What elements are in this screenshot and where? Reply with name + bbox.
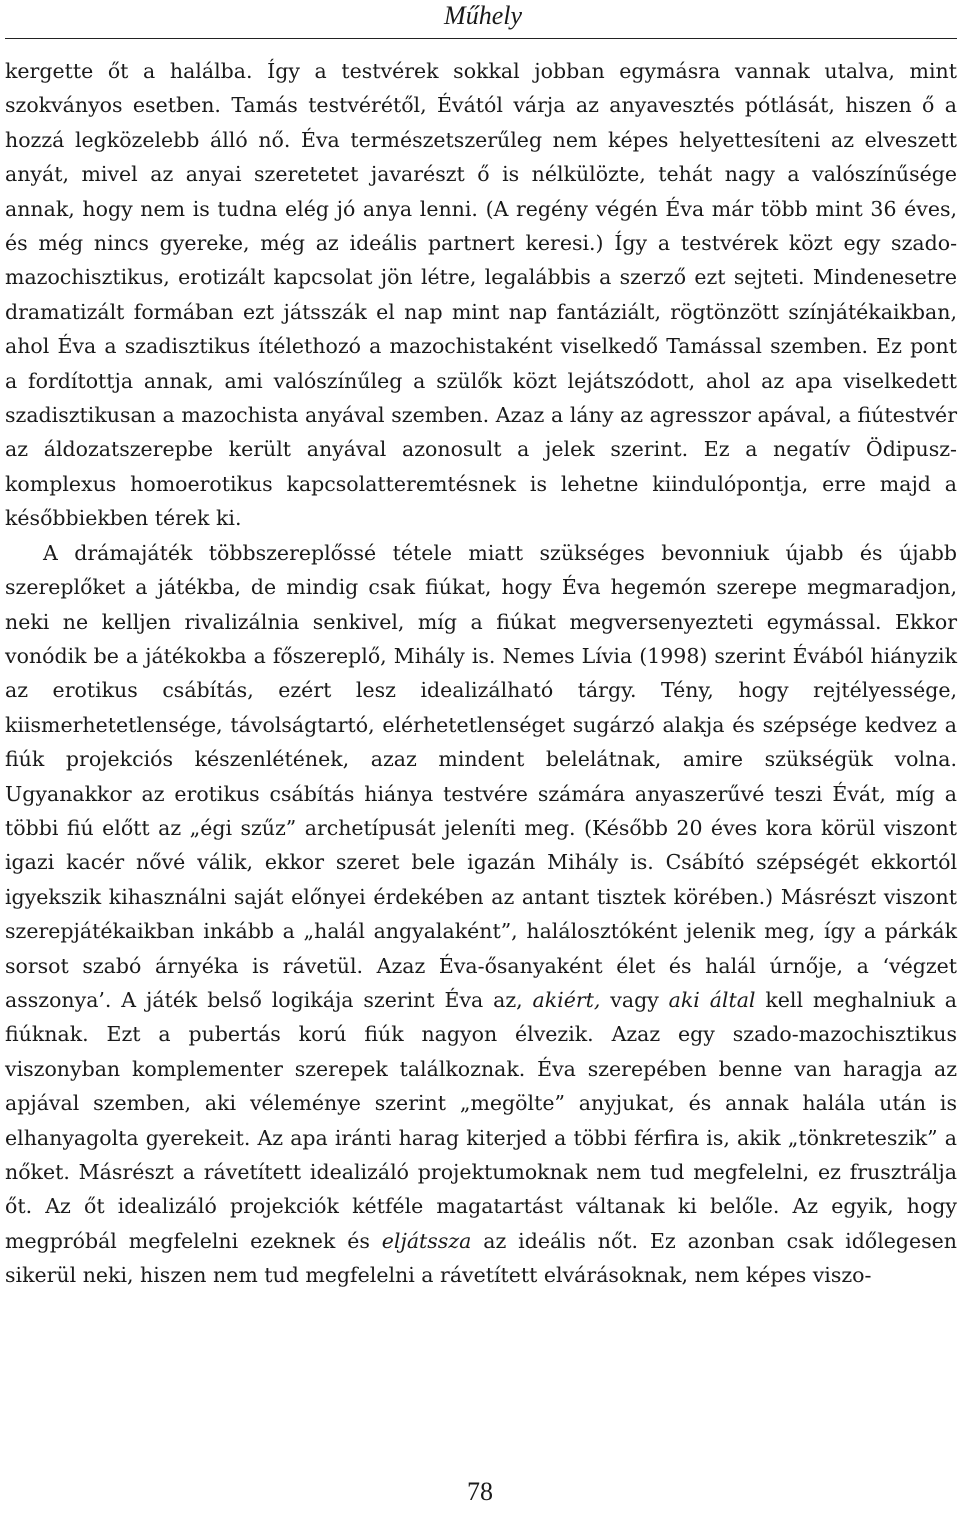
text-run: az ideális nőt. Ez azonban csak időlegesen sikerül neki, hiszen nem tud megfelelni a rávetített elvárásoknak, nem képes viszo-: [5, 1228, 957, 1288]
paragraph-2: [5, 536, 957, 1293]
emphasized-text: aki által: [668, 987, 756, 1012]
running-header: [0, 0, 960, 36]
article-body: [5, 54, 957, 1293]
paragraph-1: [5, 54, 957, 536]
text-run: kergette őt a halálba. Így a testvérek sokkal jobban egymásra vannak utalva, mint szokványos esetben. Tamás testvérétől, Évától várja az anyavesztés pótlását, hiszen ő a hozzá legközelebb álló nő. Éva természetszerűleg nem képes helyettesíteni az elveszett anyát, mivel az anyai szeretetet javarészt ő is nélkülözte, tehát nagy a valószínűsége annak, hogy nem is tudna elég jó anya lenni. (A regény végén Éva már több mint 36 éves, és még nincs gyereke, még az ideális partnert keresi.) Így a testvérek közt egy szado-mazochisztikus, erotizált kapcsolat jön létre, legalábbis a szerző ezt sejteti. Mindenesetre dramatizált formában ezt játsszák el nap mint nap fantáziált, rögtönzött színjátékaikban, ahol Éva a szadisztikus ítélethozó a mazochistaként viselkedő Tamással szemben. Ez pont a fordítottja annak, ami valószínűleg a szülők közt lejátszódott, ahol az apa viselkedett szadisztikusan a mazochista anyával szemben. Azaz a lány az agresszor apával, a fiútestvér az áldozatszerepbe került anyával azonosult a jelek szerint. Ez a negatív Ödipusz-komplexus homoerotikus kapcsolatteremtésnek is lehetne kiindulópontja, erre majd a későbbiekben térek ki.: [5, 59, 957, 531]
emphasized-text: eljátssza: [381, 1228, 472, 1253]
page-number: 78: [467, 1477, 493, 1506]
text-run: vagy: [600, 987, 669, 1012]
header-divider: [5, 38, 957, 39]
emphasized-text: akiért,: [532, 987, 601, 1012]
text-run: A drámajáték többszereplőssé tétele miatt szükséges bevonniuk újabb és újabb szereplőket a játékba, de mindig csak fiúkat, hogy Éva hegemón szerepe megmaradjon, neki ne kelljen rivalizálnia senkivel, míg a fiúkat megversenyezteti egymással. Ekkor vonódik be a játékokba a főszereplő, Mihály is. Nemes Lívia (1998) szerint Évából hiányzik az erotikus csábítás, ezért lesz idealizálható tárgy. Tény, hogy rejtélyessége, kiismerhetetlensége, távolságtartó, elérhetetlenséget sugárzó alakja és szépsége kedvez a fiúk projekciós készenlétének, azaz mindent belelátnak, amire szükségük volna. Ugyanakkor az erotikus csábítás hiánya testvére számára anyaszerűvé teszi Évát, míg a többi fiú előtt az „égi szűz” archetípusát jeleníti meg. (Később 20 éves kora körül viszont igazi kacér nővé válik, ekkor szeret bele igazán Mihály is. Csábító szépségét ekkortól igyekszik kihasználni saját előnyei érdekében az antant tisztek körében.) Másrészt viszont szerepjátékaikban inkább a „halál angyalaként”, halálosztóként jelenik meg, így a párkák sorsot szabó árnyéka is rávetül. Azaz Éva-ősanyaként élet és halál úrnője, a ‘végzet asszonya’. A játék belső logikája szerint Éva az,: [5, 540, 957, 1012]
text-run: kell meghalniuk a fiúknak. Ezt a pubertás korú fiúk nagyon élvezik. Azaz egy szado-mazochisztikus viszonyban komplementer szerepek találkoznak. Éva szerepében benne van haragja az apjával szemben, aki véleménye szerint „megölte” anyjukat, és annak halála után is elhanyagolta gyerekeit. Az apa iránti harag kiterjed a többi férfira is, akik „tönkreteszik” a nőket. Másrészt a rávetített idealizáló projektumoknak nem tud megfelelni, ez frusztrálja őt. Az őt idealizáló projekciók kétféle magatartást váltanak ki belőle. Az egyik, hogy megpróbál megfelelni ezeknek és: [5, 987, 958, 1253]
section-title: Műhely: [444, 1, 522, 30]
